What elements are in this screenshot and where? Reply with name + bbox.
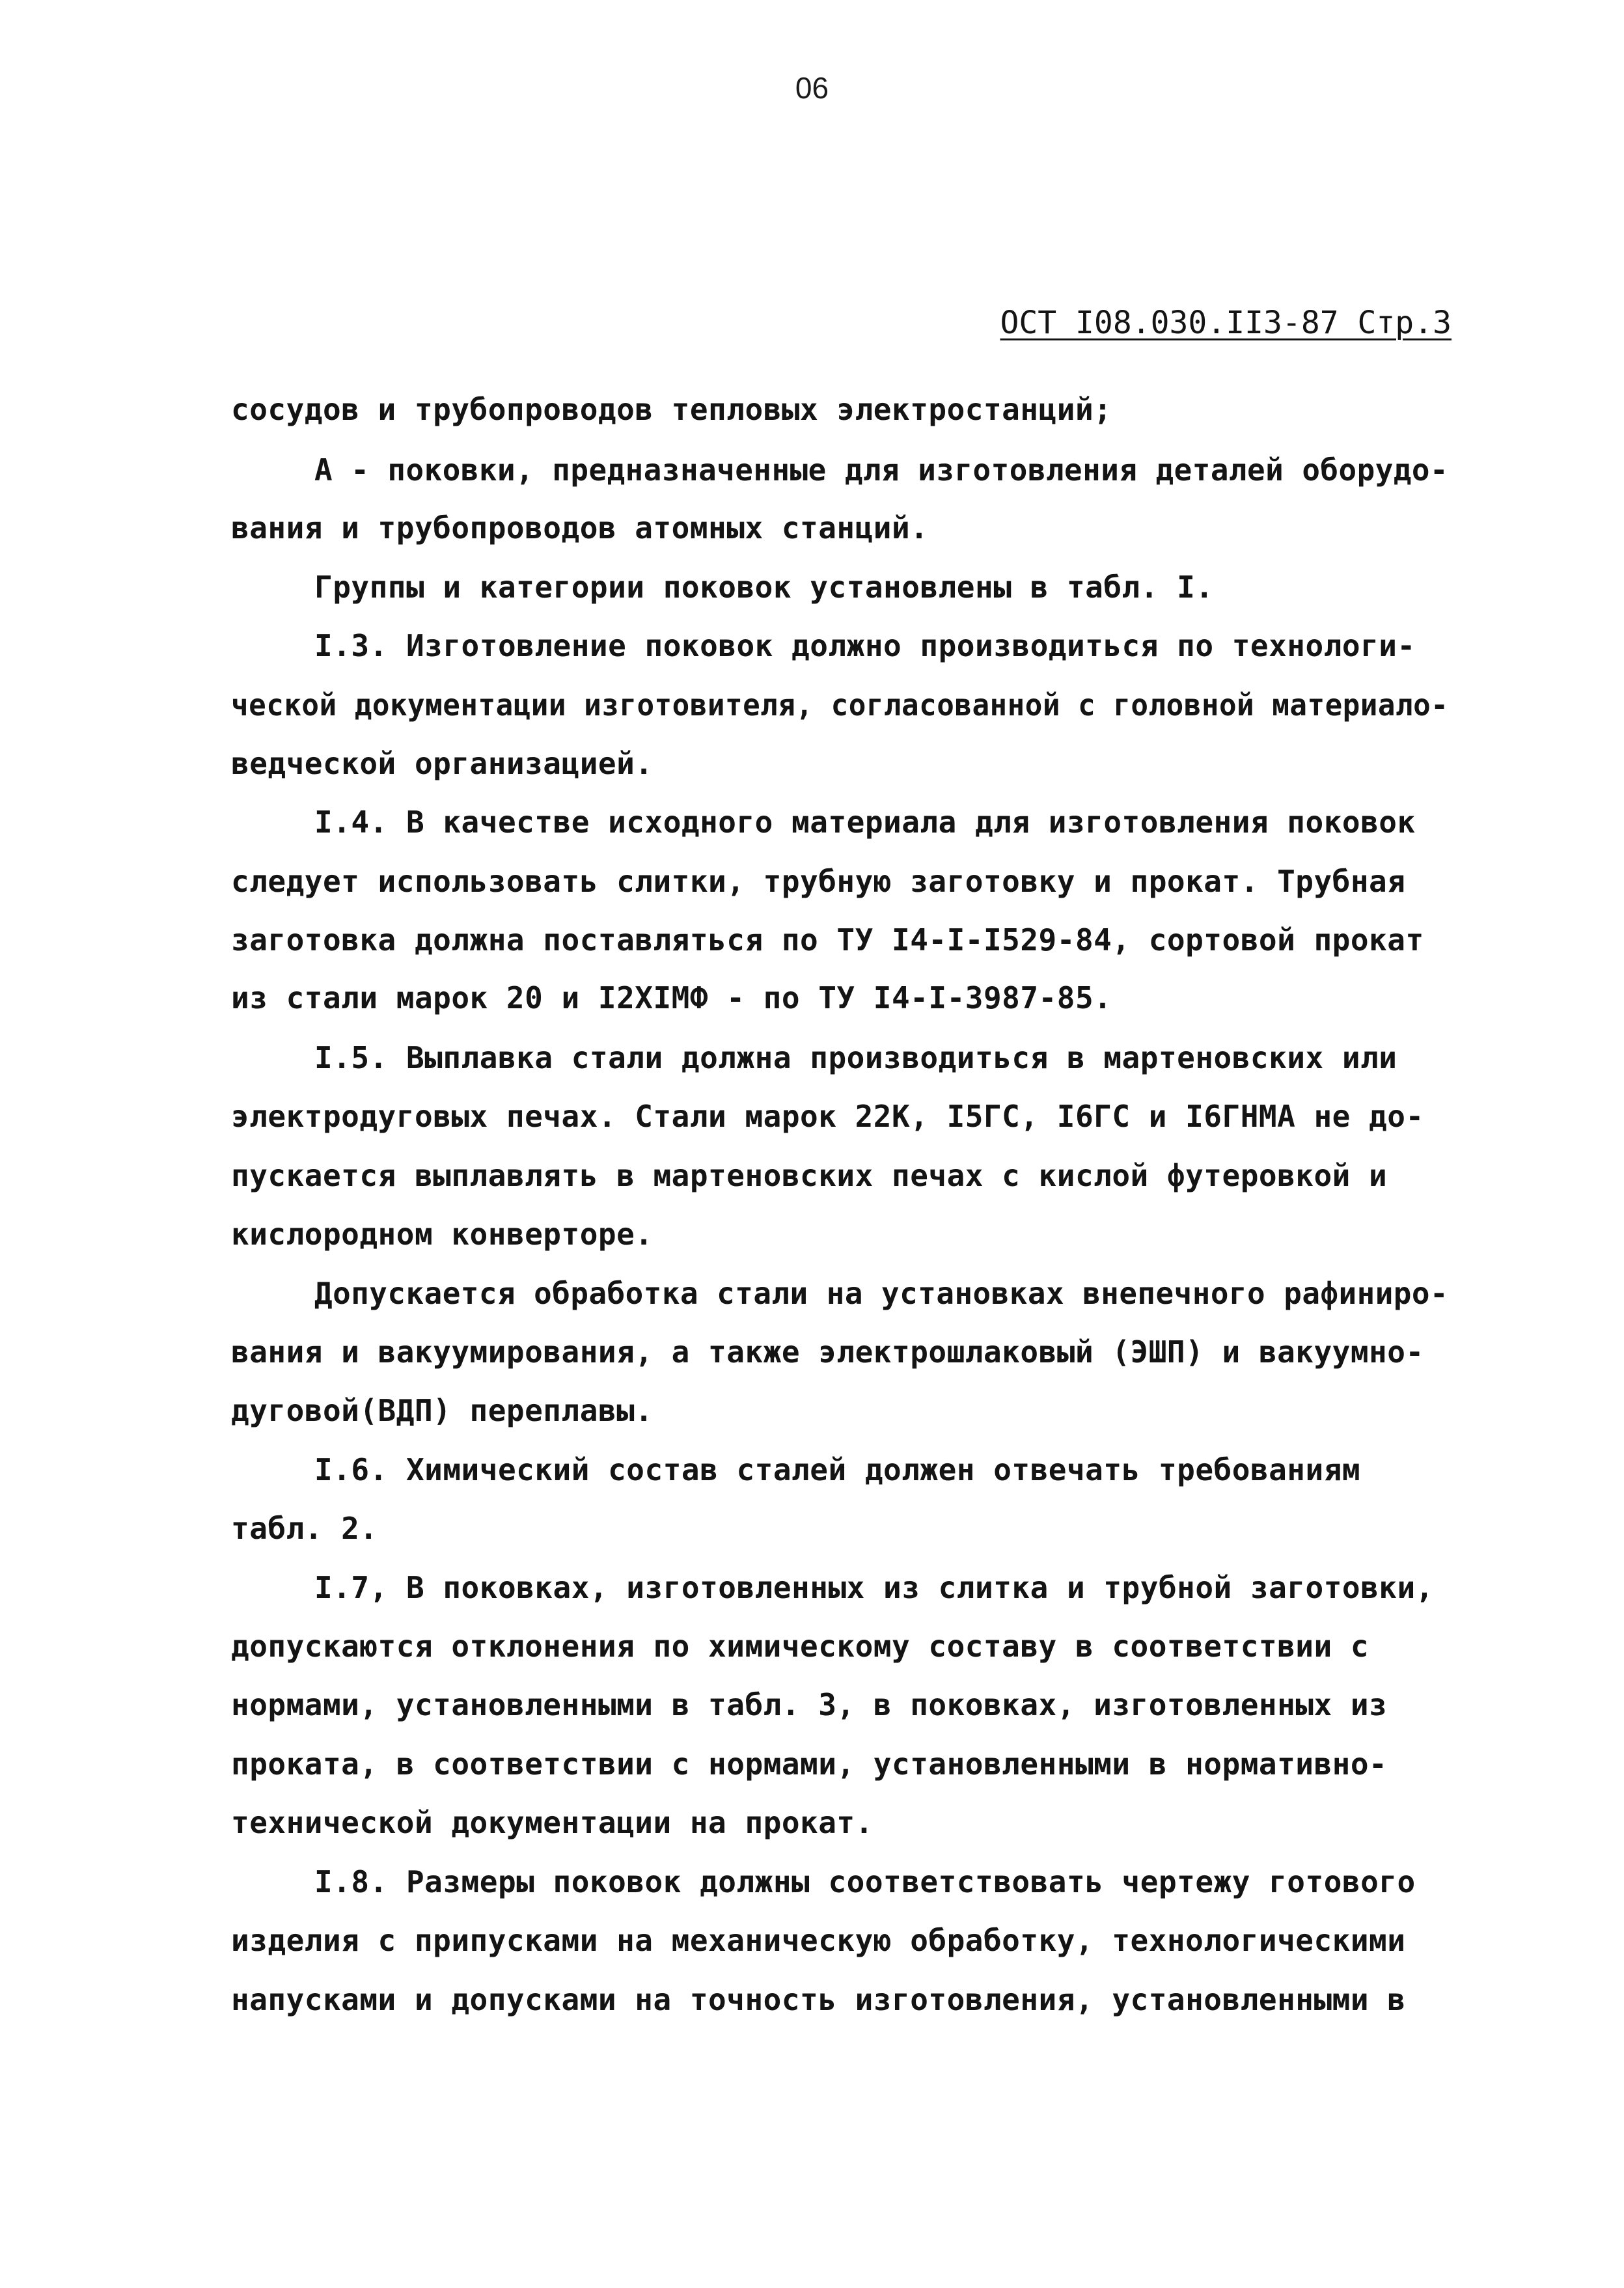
text-line: дуговой(ВДП) переплавы. [231,1393,654,1428]
text-line: I.6. Химический состав сталей должен отвечать требованиям [314,1452,1361,1487]
text-line: изделия с припусками на механическую обработку, технологическими [231,1923,1406,1958]
text-line: I.4. В качестве исходного материала для изготовления поковок [314,805,1416,840]
text-line: из стали марок 20 и I2XIМФ - по ТУ I4-I-3987-85. [231,980,1112,1015]
text-line: А - поковки, предназначенные для изготовления деталей оборудо- [314,452,1449,488]
text-line: нормами, установленными в табл. 3, в поковках, изготовленных из [231,1687,1388,1722]
page-number: 06 [795,71,829,105]
text-line: I.8. Размеры поковок должны соответствовать чертежу готового [314,1864,1416,1899]
text-line: следует использовать слитки, трубную заготовку и прокат. Трубная [231,864,1406,899]
text-line: технической документации на прокат. [231,1805,874,1840]
text-line: напусками и допусками на точность изготовления, установленными в [231,1982,1406,2017]
text-line: проката, в соответствии с нормами, установленными в нормативно- [231,1746,1388,1782]
text-line: ческой документации изготовителя, согласованной с головной материало- [231,687,1449,723]
text-line: допускаются отклонения по химическому составу в соответствии с [231,1629,1369,1664]
document-header: ОСТ I08.030.II3-87 Стр.3 [1000,305,1452,341]
text-line: ведческой организацией. [231,746,654,781]
text-line: Группы и категории поковок установлены в табл. I. [314,570,1214,605]
text-line: вания и вакуумирования, а также электрошлаковый (ЭШП) и вакуумно- [231,1334,1424,1370]
text-line: I.5. Выплавка стали должна производиться в мартеновских или [314,1040,1397,1075]
text-line: сосудов и трубопроводов тепловых электростанций; [231,392,1112,427]
text-line: I.3. Изготовление поковок должно производиться по технологи- [314,628,1416,663]
text-line: пускается выплавлять в мартеновских печах с кислой футеровкой и [231,1158,1388,1193]
text-line: вания и трубопроводов атомных станций. [231,510,929,545]
text-line: кислородном конверторе. [231,1217,654,1252]
text-line: Допускается обработка стали на установках внепечного рафиниро- [314,1276,1449,1311]
text-line: I.7, В поковках, изготовленных из слитка и трубной заготовки, [314,1570,1434,1605]
text-line: электродуговых печах. Стали марок 22К, I5ГС, I6ГС и I6ГНМА не до- [231,1099,1424,1134]
text-line: заготовка должна поставляться по ТУ I4-I-I529-84, сортовой прокат [231,922,1424,958]
text-line: табл. 2. [231,1511,378,1546]
